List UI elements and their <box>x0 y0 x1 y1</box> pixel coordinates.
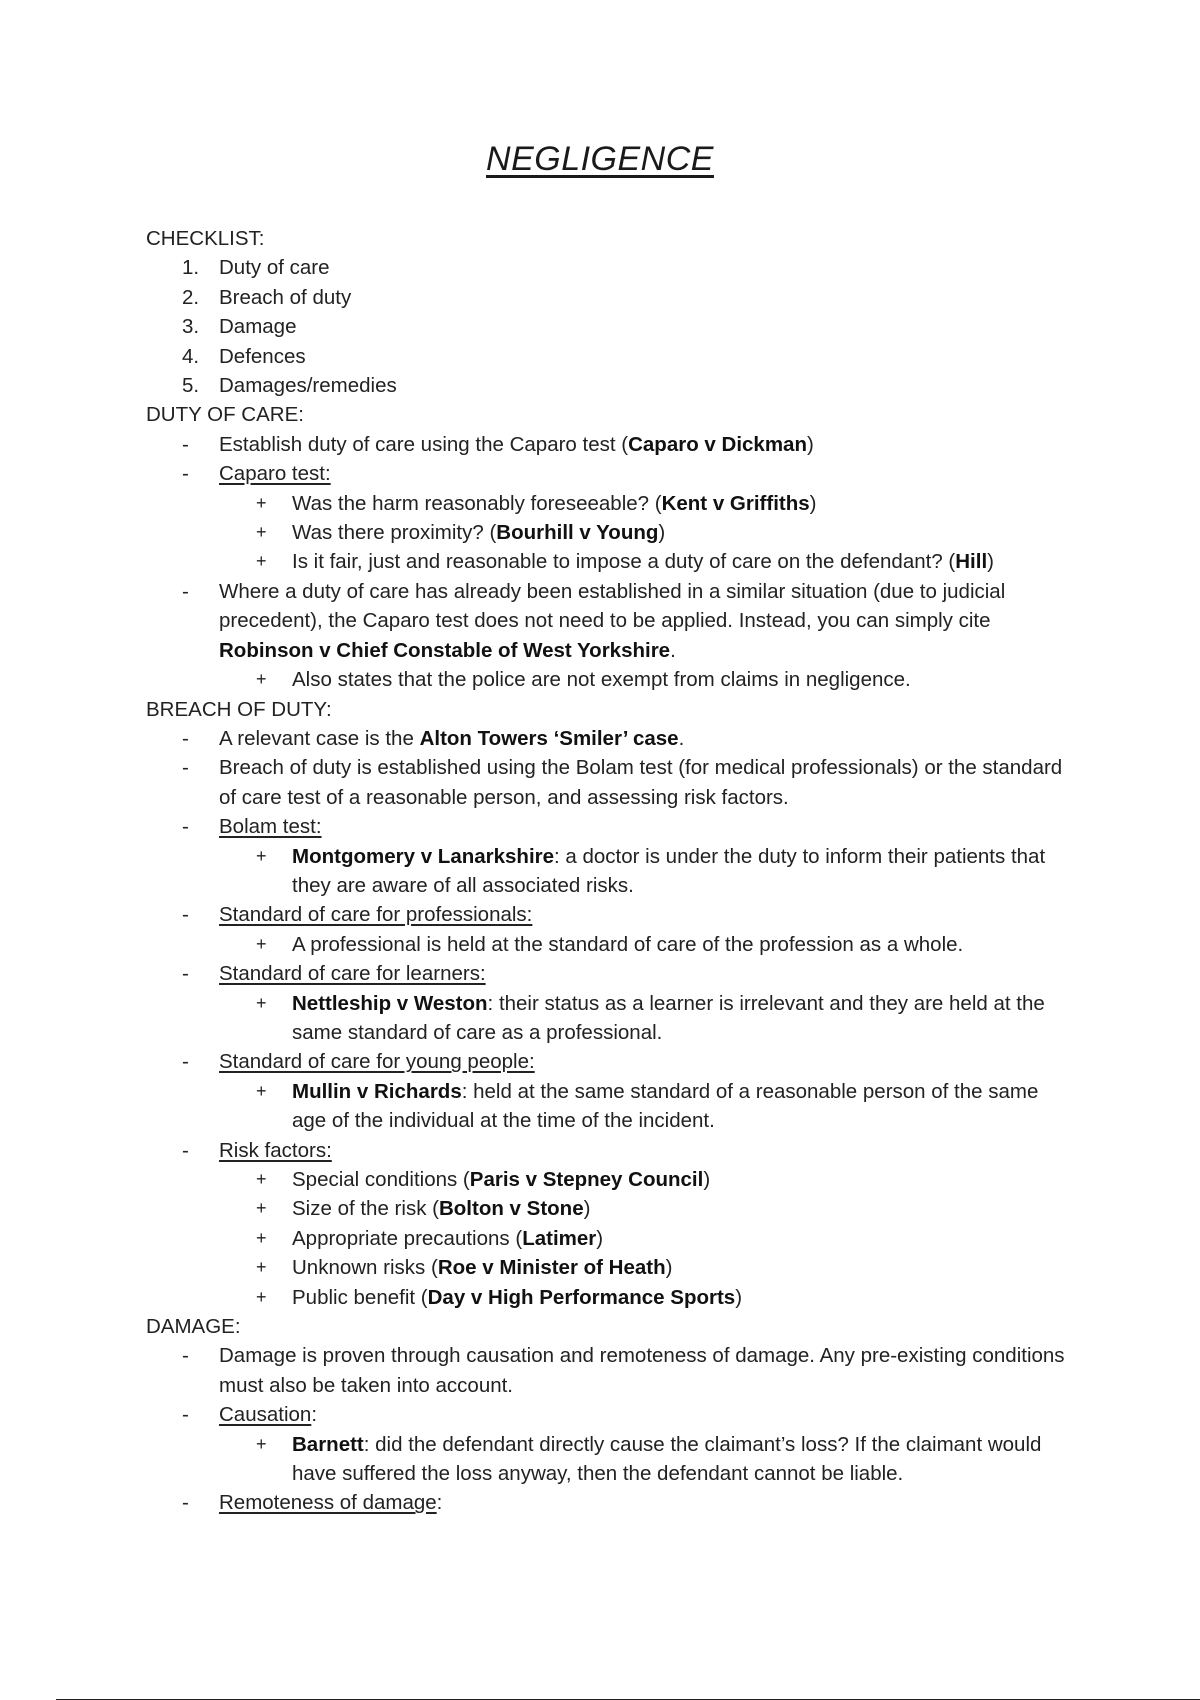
item-number: 3. <box>182 315 200 339</box>
case-name: Kent v Griffiths <box>661 491 810 515</box>
bullet-text: Special conditions ( <box>292 1168 470 1191</box>
sub-bullet <box>146 1253 1066 1282</box>
dash-bullet-icon: - <box>182 815 189 839</box>
bullet-text: A relevant case is the <box>219 726 420 750</box>
plus-bullet-icon: + <box>256 1080 267 1101</box>
bullet-text: Public benefit ( <box>292 1285 428 1309</box>
checklist-item <box>146 253 1066 282</box>
bullet-text: Breach of duty is established using the Bolam test (for medical professionals) or the standard of care test of a reasonable person, and assessing risk factors. <box>219 756 1063 809</box>
bullet <box>146 959 1066 988</box>
sub-bullet <box>146 1194 1066 1223</box>
sub-bullet <box>146 1165 1066 1194</box>
bullet <box>146 900 1066 929</box>
bullet <box>146 1488 1066 1517</box>
bullet-text: Establish duty of care using the Caparo test ( <box>219 432 629 456</box>
document-body <box>146 224 1066 1518</box>
bullet-text: ) <box>703 1168 711 1191</box>
plus-bullet-icon: + <box>256 1198 267 1219</box>
bullet-text: ) <box>665 1256 673 1280</box>
checklist-item <box>146 312 1066 341</box>
sub-bullet <box>146 547 1066 576</box>
bullet <box>146 430 1066 459</box>
plus-bullet-icon: + <box>256 669 267 690</box>
item-text: Damages/remedies <box>219 374 397 398</box>
sub-bullet <box>146 930 1066 959</box>
bullet-text: : <box>436 1491 443 1515</box>
bullet-text: Was there proximity? ( <box>292 521 497 545</box>
case-name: Montgomery v Lanarkshire <box>292 844 555 868</box>
checklist-heading: CHECKLIST: <box>146 227 265 250</box>
item-text: Duty of care <box>219 256 330 280</box>
dash-bullet-icon: - <box>182 903 189 927</box>
breach-of-duty-heading: BREACH OF DUTY: <box>146 697 332 721</box>
bullet-text: : held at the same standard of a reasonable person of the same age of the individual at the time of the incident. <box>292 1079 1039 1133</box>
case-name: Mullin v Richards <box>292 1079 462 1103</box>
bullet-text: : did the defendant directly cause the claimant’s loss? If the claimant would have suffered the loss anyway, then the defendant cannot be liable. <box>292 1432 1042 1486</box>
bullet <box>146 459 1066 488</box>
bullet-text: ) <box>806 432 814 456</box>
bullet-text: Damage is proven through causation and remoteness of damage. Any pre-existing conditions must also be taken into account. <box>219 1344 1065 1397</box>
bullet-text: : a doctor is under the duty to inform their patients that they are aware of all associated risks. <box>292 844 1046 897</box>
bullet-text: : <box>311 1403 318 1427</box>
dash-bullet-icon: - <box>182 1403 189 1427</box>
case-name: Latimer <box>522 1226 597 1250</box>
checklist-item <box>146 371 1066 400</box>
plus-bullet-icon: + <box>256 1286 267 1307</box>
bullet <box>146 812 1066 841</box>
bullet-text: Where a duty of care has already been established in a similar situation (due to judicial precedent), the Caparo test does not need to be applied. Instead, you can simply cite <box>219 579 1006 633</box>
bullet-text: Also states that the police are not exempt from claims in negligence. <box>292 668 911 692</box>
sub-bullet <box>146 1283 1066 1312</box>
plus-bullet-icon: + <box>256 522 267 543</box>
dash-bullet-icon: - <box>182 1138 189 1162</box>
bullet-text: Appropriate precautions ( <box>292 1226 523 1250</box>
case-name: Day v High Performance Sports <box>427 1285 736 1309</box>
case-name: Hill <box>955 550 988 574</box>
plus-bullet-icon: + <box>256 1433 267 1454</box>
sub-bullet <box>146 665 1066 694</box>
item-text: Breach of duty <box>219 285 352 309</box>
bullet-text: ) <box>596 1226 604 1250</box>
plus-bullet-icon: + <box>256 1257 267 1278</box>
dash-bullet-icon: - <box>182 462 189 486</box>
dash-bullet-icon: - <box>182 579 189 603</box>
subheading: Remoteness of damage <box>219 1491 437 1515</box>
bullet-text: ) <box>583 1197 591 1221</box>
bullet-text: Is it fair, just and reasonable to impose a duty of care on the defendant? ( <box>292 550 956 574</box>
case-name: Paris v Stepney Council <box>469 1168 704 1191</box>
case-name: Nettleship v Weston <box>292 991 488 1015</box>
bullet-text: A professional is held at the standard of care of the profession as a whole. <box>292 932 964 956</box>
page-title: NEGLIGENCE <box>486 140 714 178</box>
plus-bullet-icon: + <box>256 551 267 572</box>
bullet-text: Was the harm reasonably foreseeable? ( <box>292 491 662 515</box>
plus-bullet-icon: + <box>256 1169 267 1189</box>
dash-bullet-icon: - <box>182 1050 189 1074</box>
bullet-text: : their status as a learner is irrelevant and they are held at the same standard of care as a professional. <box>292 991 1045 1044</box>
bullet <box>146 1047 1066 1076</box>
case-name: Roe v Minister of Heath <box>437 1256 666 1280</box>
subheading: Standard of care for learners: <box>219 962 486 986</box>
plus-bullet-icon: + <box>256 845 267 866</box>
subheading: Caparo test: <box>219 462 331 486</box>
subheading: Causation <box>219 1403 312 1427</box>
dash-bullet-icon: - <box>182 1491 189 1515</box>
bullet-text: ) <box>809 491 817 515</box>
sub-bullet <box>146 989 1066 1048</box>
bullet-text: Unknown risks ( <box>292 1256 438 1280</box>
damage-heading: DAMAGE: <box>146 1315 241 1339</box>
bullet <box>146 1341 1066 1400</box>
sub-bullet <box>146 489 1066 518</box>
plus-bullet-icon: + <box>256 1227 267 1248</box>
bullet-text: ) <box>735 1285 743 1309</box>
item-text: Damage <box>219 315 297 339</box>
plus-bullet-icon: + <box>256 992 267 1013</box>
bullet <box>146 724 1066 753</box>
item-number: 5. <box>182 374 200 398</box>
dash-bullet-icon: - <box>182 1344 189 1368</box>
case-name: Robinson v Chief Constable of West Yorkshire <box>219 638 671 662</box>
duty-of-care-heading: DUTY OF CARE: <box>146 403 304 427</box>
subheading: Standard of care for professionals: <box>219 903 533 927</box>
bullet <box>146 753 1066 812</box>
plus-bullet-icon: + <box>256 933 267 954</box>
item-number: 4. <box>182 344 200 368</box>
case-name: Bolton v Stone <box>438 1197 584 1221</box>
checklist-item <box>146 342 1066 371</box>
item-number: 2. <box>182 285 200 309</box>
plus-bullet-icon: + <box>256 492 267 513</box>
bullet-text: ) <box>658 521 666 545</box>
case-name: Barnett <box>292 1432 364 1456</box>
sub-bullet <box>146 1430 1066 1489</box>
dash-bullet-icon: - <box>182 756 189 780</box>
item-number: 1. <box>182 256 200 280</box>
dash-bullet-icon: - <box>182 726 189 750</box>
case-name: Bourhill v Young <box>496 521 659 545</box>
sub-bullet <box>146 518 1066 547</box>
dash-bullet-icon: - <box>182 432 189 456</box>
subheading: Standard of care for young people: <box>219 1050 535 1074</box>
subheading: Risk factors: <box>219 1138 332 1162</box>
checklist <box>146 253 1066 400</box>
subheading: Bolam test: <box>219 815 322 839</box>
bullet <box>146 1400 1066 1429</box>
item-text: Defences <box>219 344 306 368</box>
sub-bullet <box>146 1224 1066 1253</box>
bullet-text: . <box>670 638 676 662</box>
bullet <box>146 577 1066 665</box>
bullet-text: ) <box>987 550 994 574</box>
bullet <box>146 1136 1066 1165</box>
dash-bullet-icon: - <box>182 962 189 986</box>
checklist-item <box>146 283 1066 312</box>
bullet-text: . <box>678 726 685 750</box>
sub-bullet <box>146 1077 1066 1136</box>
bullet-text: Size of the risk ( <box>292 1197 439 1221</box>
case-name: Caparo v Dickman <box>628 432 807 456</box>
case-name: Alton Towers ‘Smiler’ case <box>419 726 679 750</box>
sub-bullet <box>146 842 1066 901</box>
